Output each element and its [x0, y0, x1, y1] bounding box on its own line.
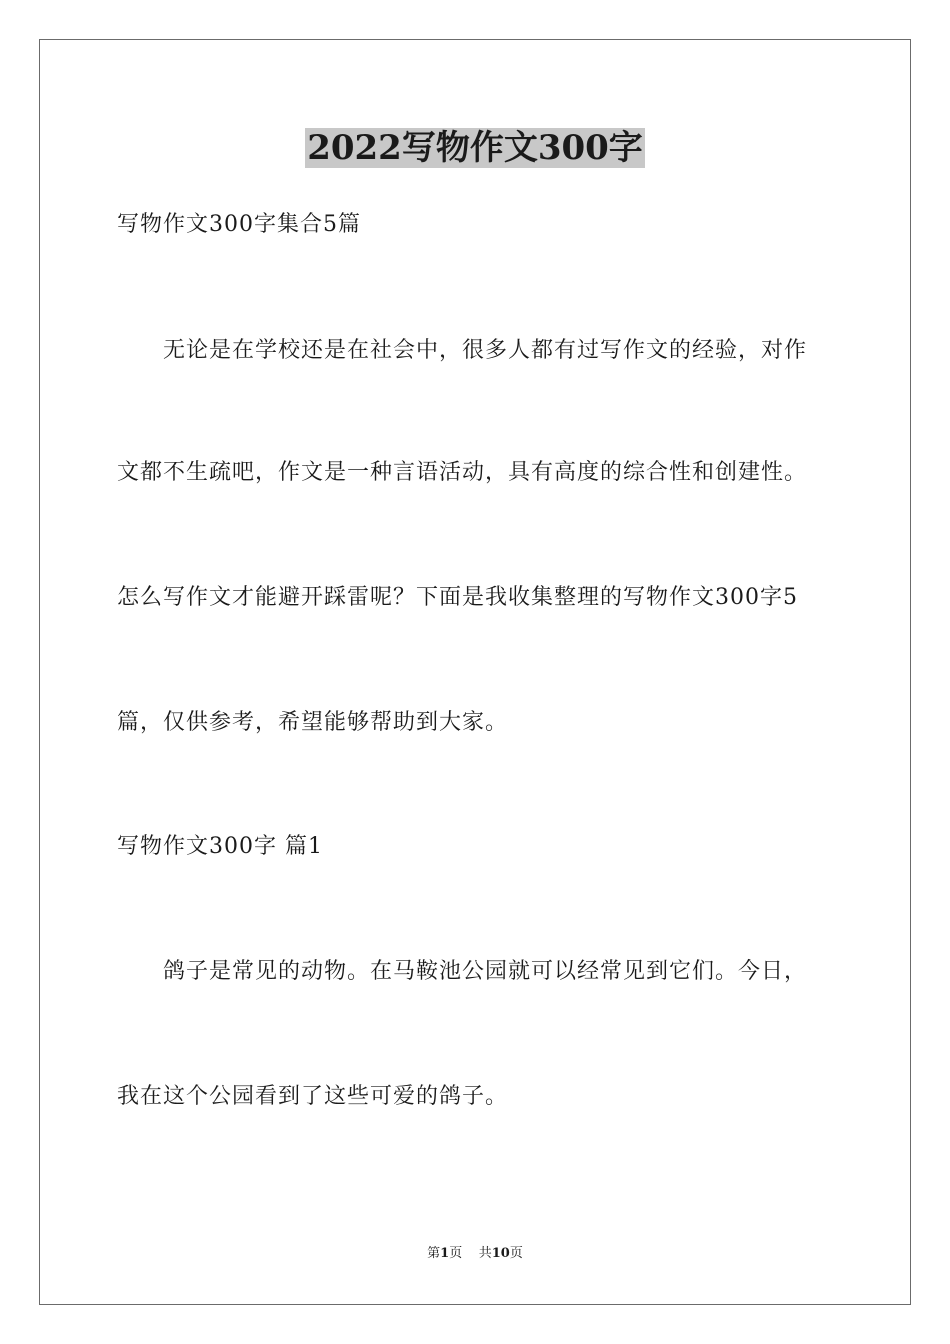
- document-subtitle: 写物作文300字集合5篇: [117, 212, 361, 237]
- intro-line-4: 篇，仅供参考，希望能够帮助到大家。: [117, 710, 509, 735]
- intro-line-1: 无论是在学校还是在社会中，很多人都有过写作文的经验，对作: [163, 338, 808, 363]
- footer-total-suffix: 页: [509, 1246, 523, 1261]
- section-heading: 写物作文300字 篇1: [117, 834, 323, 859]
- document-title: [0, 126, 950, 170]
- document-title-text: 2022写物作文300字: [307, 128, 643, 168]
- page-footer: [0, 1245, 950, 1263]
- section-line-2: 我在这个公园看到了这些可爱的鸽子。: [117, 1084, 509, 1109]
- section-line-1: 鸽子是常见的动物。在马鞍池公园就可以经常见到它们。今日，: [163, 959, 808, 984]
- intro-line-2: 文都不生疏吧，作文是一种言语活动，具有高度的综合性和创建性。: [117, 460, 808, 485]
- footer-page-suffix: 页: [449, 1246, 463, 1261]
- intro-line-3: 怎么写作文才能避开踩雷呢？下面是我收集整理的写物作文300字5: [117, 585, 798, 610]
- footer-page-number: 1: [440, 1246, 450, 1261]
- footer-page-prefix: 第: [427, 1246, 441, 1261]
- footer-total-prefix: 共: [478, 1246, 492, 1261]
- footer-total-pages: 10: [491, 1246, 510, 1261]
